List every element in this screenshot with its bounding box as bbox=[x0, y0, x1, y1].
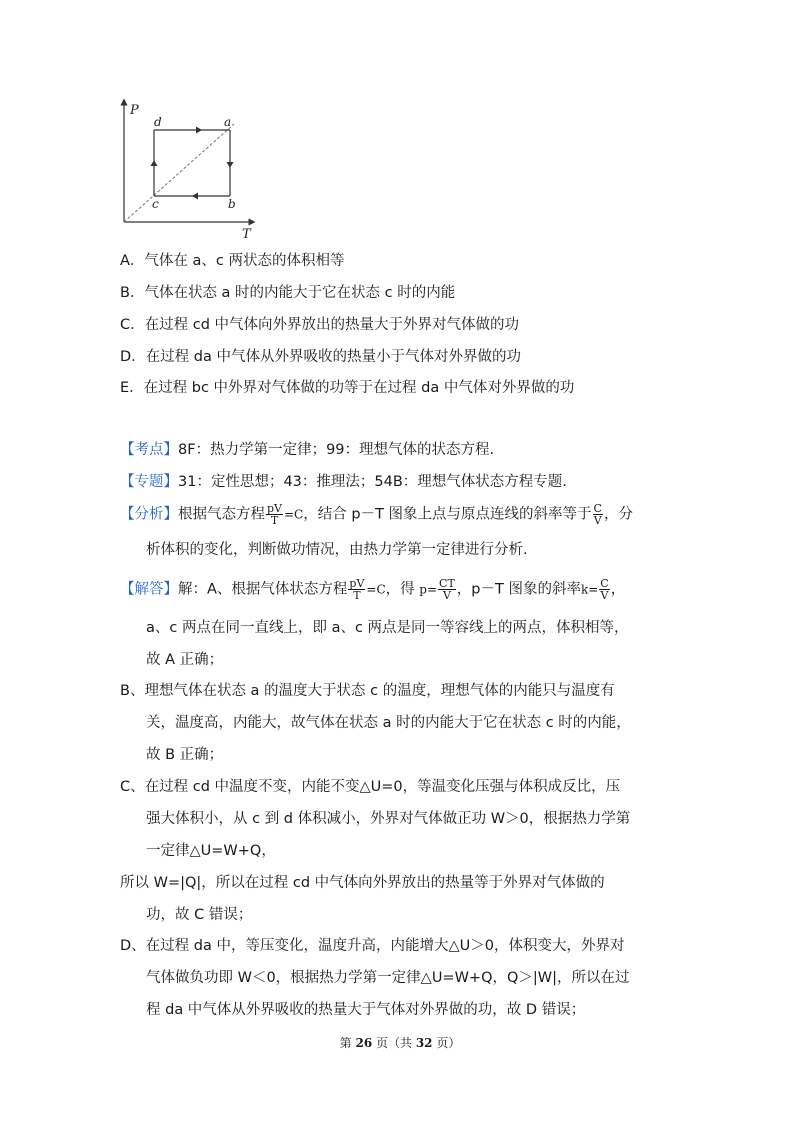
point-label-c: c bbox=[152, 197, 159, 211]
arrow-bc bbox=[192, 193, 198, 200]
frac-den: V bbox=[600, 589, 609, 602]
fenxi-line-2: 析体积的变化，判断做功情况，由热力学第一定律进行分析. bbox=[146, 542, 528, 558]
para-d-line-2: 气体做负功即 W＜0，根据热力学第一定律△U=W+Q，Q＞|W|，所以在过 bbox=[146, 970, 630, 986]
jieda-fraction-ct-v bbox=[438, 578, 456, 601]
frac-den: T bbox=[353, 589, 361, 602]
option-c: C．在过程 cd 中气体向外界放出的热量大于外界对气体做的功 bbox=[120, 317, 520, 333]
para-d-line-3: 程 da 中气体从外界吸收的热量大于气体对外界做的功，故 D 错误； bbox=[146, 1002, 586, 1018]
frac-num: CT bbox=[439, 577, 455, 590]
para-b-line-1: B、理想气体在状态 a 的温度大于状态 c 的温度，理想气体的内能只与温度有 bbox=[120, 683, 615, 699]
option-a: A．气体在 a、c 两状态的体积相等 bbox=[120, 253, 345, 269]
option-b: B．气体在状态 a 时的内能大于它在状态 c 时的内能 bbox=[120, 285, 456, 301]
jieda-p-eq: p= bbox=[419, 582, 438, 597]
fenxi-text-2: ，结合 p－T 图象上点与原点连线的斜率等于 bbox=[303, 506, 592, 523]
jieda-fraction-c-v bbox=[599, 578, 609, 601]
fenxi-text-3: ，分 bbox=[603, 506, 633, 523]
jieda-eq: =C bbox=[366, 582, 386, 597]
isochore-dashed-line bbox=[124, 124, 234, 222]
jieda-line-3: 故 A 正确； bbox=[146, 652, 224, 668]
footer-post: 页） bbox=[432, 1036, 461, 1050]
page-number: 26 bbox=[355, 1036, 373, 1050]
jieda-text-1: 解：A、根据气体状态方程 bbox=[178, 581, 348, 598]
zhuanti-line bbox=[120, 472, 567, 492]
point-label-b: b bbox=[228, 197, 236, 211]
para-c-line-4: 所以 W=|Q|，所以在过程 cd 中气体向外界放出的热量等于外界对气体做的 bbox=[120, 875, 605, 891]
arrow-ab bbox=[227, 162, 234, 168]
jieda-text-2: ，得 bbox=[385, 581, 415, 598]
footer-pre: 第 bbox=[339, 1036, 356, 1050]
kaodian-tag: 【考点】 bbox=[120, 442, 178, 458]
option-d: D．在过程 da 中气体从外界吸收的热量小于气体对外界做的功 bbox=[120, 349, 521, 365]
point-label-a: a bbox=[224, 115, 232, 129]
option-e: E．在过程 bc 中外界对气体做的功等于在过程 da 中气体对外界做的功 bbox=[120, 380, 575, 396]
axis-label-p: P bbox=[130, 103, 139, 118]
para-c-line-3: 一定律△U=W+Q， bbox=[146, 843, 276, 859]
kaodian-line bbox=[120, 440, 494, 460]
frac-den: V bbox=[442, 589, 451, 602]
para-b-line-2: 关，温度高，内能大，故气体在状态 a 时的内能大于它在状态 c 时的内能， bbox=[146, 715, 631, 731]
para-d-line-1: D、在过程 da 中，等压变化，温度升高，内能增大△U＞0，体积变大，外界对 bbox=[120, 938, 625, 954]
jieda-line-2: a、c 两点在同一直线上，即 a、c 两点是同一等容线上的两点，体积相等， bbox=[146, 620, 629, 636]
frac-num: pV bbox=[267, 502, 282, 515]
fenxi-line-1 bbox=[120, 503, 633, 526]
frac-den: V bbox=[593, 514, 602, 527]
para-c-line-1: C、在过程 cd 中温度不变，内能不变△U=0，等温变化压强与体积成反比，压 bbox=[120, 779, 621, 795]
axis-label-t: T bbox=[242, 227, 251, 242]
fenxi-fraction-c-v bbox=[593, 503, 603, 526]
para-b-line-3: 故 B 正确； bbox=[146, 747, 224, 763]
para-c-line-5: 功，故 C 错误； bbox=[146, 907, 253, 923]
frac-den: T bbox=[270, 514, 279, 527]
para-c-line-2: 强大体积小，从 c 到 d 体积减小，外界对气体做正功 W＞0，根据热力学第 bbox=[146, 811, 631, 827]
jieda-text-4: ， bbox=[610, 581, 626, 598]
jieda-tag: 【解答】 bbox=[120, 581, 178, 598]
fenxi-fraction-pv-t bbox=[266, 503, 283, 526]
page-total: 32 bbox=[415, 1036, 433, 1050]
fenxi-tag: 【分析】 bbox=[120, 506, 178, 523]
arrow-cd bbox=[151, 160, 158, 166]
frac-num: C bbox=[593, 502, 602, 515]
arrow-da bbox=[196, 127, 202, 134]
page-footer bbox=[0, 1034, 800, 1051]
footer-mid: 页（共 bbox=[372, 1036, 416, 1050]
kaodian-text: 8F：热力学第一定律；99：理想气体的状态方程. bbox=[178, 442, 495, 458]
jieda-text-3: ，p－T 图象的斜率 bbox=[456, 581, 581, 598]
jieda-k-eq: k= bbox=[580, 582, 599, 597]
zhuanti-tag: 【专题】 bbox=[120, 474, 178, 490]
point-label-d: d bbox=[154, 115, 162, 129]
jieda-line-1 bbox=[120, 578, 625, 601]
p-t-diagram bbox=[112, 96, 262, 242]
zhuanti-text: 31：定性思想；43：推理法；54B：理想气体状态方程专题. bbox=[178, 474, 567, 490]
jieda-fraction-pv-t bbox=[348, 578, 365, 601]
frac-num: pV bbox=[349, 577, 365, 590]
fenxi-eq: =C bbox=[284, 507, 304, 522]
fenxi-text-1: 根据气态方程 bbox=[178, 506, 265, 523]
frac-num: C bbox=[600, 577, 609, 590]
